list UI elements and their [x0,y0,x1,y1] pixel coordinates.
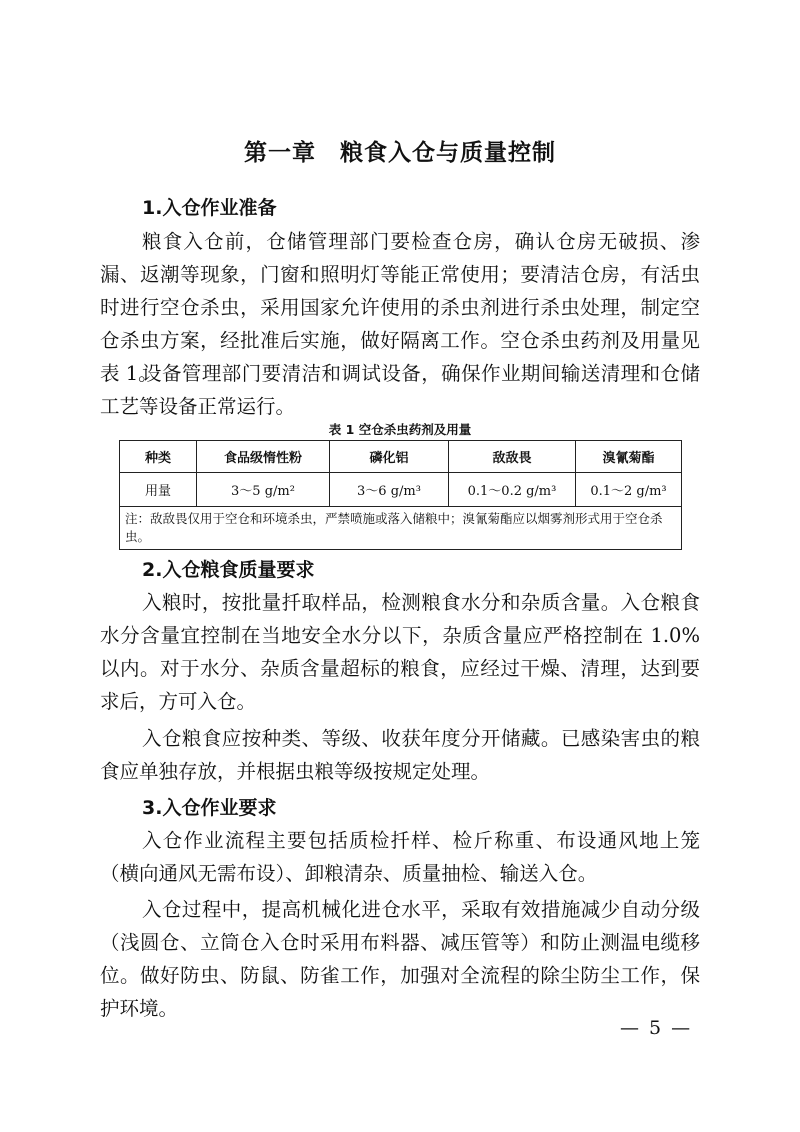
section-heading-3: 3.入仓作业要求 [142,797,277,819]
table-note-row [120,507,682,550]
table-header-cell: 食品级惰性粉 [197,441,330,473]
table-row [120,473,682,507]
paragraph-1-1: 粮食入仓前，仓储管理部门要检查仓房，确认仓房无破损、渗漏、返潮等现象，门窗和照明灯等能正常使用；要清洁仓房，有活虫时进行空仓杀虫，采用国家允许使用的杀虫剂进行杀虫处理，制定空仓杀虫方案，经批准后实施，做好隔离工作。空仓杀虫药剂及用量见表 1。 [100,230,700,385]
table-header-row [120,441,682,473]
table-cell: 3～6 g/m³ [330,473,449,507]
table-header-cell: 溴氰菊酯 [576,441,682,473]
section-heading-1: 1.入仓作业准备 [142,197,277,219]
table-caption: 表 1 空仓杀虫药剂及用量 [328,422,472,437]
table-cell: 用量 [120,473,197,507]
table-note: 注：敌敌畏仅用于空仓和环境杀虫，严禁喷施或落入储粮中；溴氰菊酯应以烟雾剂形式用于空仓杀虫。 [120,507,682,550]
table-header-cell: 磷化铝 [330,441,449,473]
page-number: — 5 — [620,1017,693,1039]
section-heading-2: 2.入仓粮食质量要求 [142,559,315,581]
paragraph-3-1: 入仓作业流程主要包括质检扦样、检斤称重、布设通风地上笼（横向通风无需布设）、卸粮清杂、质量抽检、输送入仓。 [100,829,700,885]
chapter-title: 第一章 粮食入仓与质量控制 [244,140,556,166]
paragraph-3-2: 入仓过程中，提高机械化进仓水平，采取有效措施减少自动分级（浅圆仓、立筒仓入仓时采用布料器、减压管等）和防止测温电缆移位。做好防虫、防鼠、防雀工作，加强对全流程的除尘防尘工作，保护环境。 [100,898,700,1020]
table-header-cell: 种类 [120,441,197,473]
table-header-cell: 敌敌畏 [449,441,576,473]
table-cell: 0.1～0.2 g/m³ [449,473,576,507]
paragraph-2-2: 入仓粮食应按种类、等级、收获年度分开储藏。已感染害虫的粮食应单独存放，并根据虫粮等级按规定处理。 [100,727,700,783]
dosage-table [119,440,682,550]
table-cell: 0.1～2 g/m³ [576,473,682,507]
paragraph-1-2: 设备管理部门要清洁和调试设备，确保作业期间输送清理和仓储工艺等设备正常运行。 [100,362,700,418]
table-cell: 3～5 g/m² [197,473,330,507]
paragraph-2-1: 入粮时，按批量扦取样品，检测粮食水分和杂质含量。入仓粮食水分含量宜控制在当地安全水分以下，杂质含量应严格控制在 1.0%以内。对于水分、杂质含量超标的粮食，应经过干燥、清理，达到要求后，方可入仓。 [100,591,700,713]
